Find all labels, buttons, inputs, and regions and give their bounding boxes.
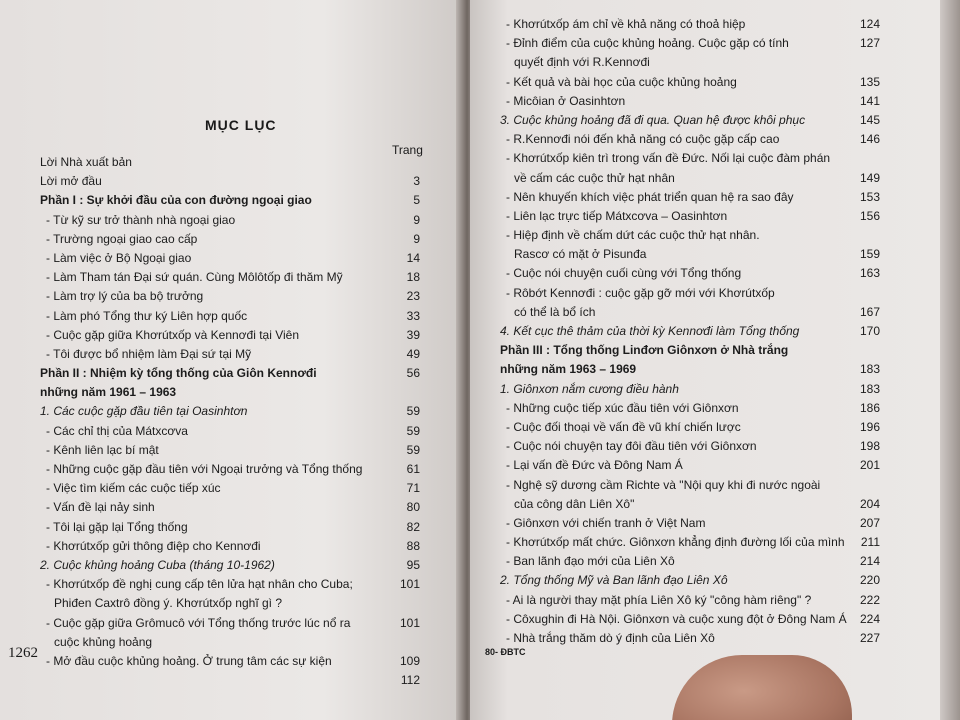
toc-entry xyxy=(40,555,420,574)
toc-entry-page: 3 xyxy=(413,174,420,189)
toc-entry-page: 9 xyxy=(413,231,420,246)
toc-entry-title: - Cuộc nói chuyện tay đôi đầu tiên với Giônxơn xyxy=(506,439,757,454)
toc-entry-page: 56 xyxy=(406,366,420,381)
toc-entry-title: 4. Kết cục thê thảm của thời kỳ Kennơđi làm Tổng thống xyxy=(500,324,800,338)
toc-entry xyxy=(40,210,420,229)
toc-entry-title: Lời Nhà xuất bản xyxy=(40,155,132,169)
toc-entry xyxy=(40,497,420,516)
toc-entry-title: Lời mở đầu xyxy=(40,174,102,189)
toc-entry xyxy=(500,283,880,302)
toc-entry xyxy=(40,401,420,420)
toc-entry-title: - Cuộc gặp giữa Khơrútxốp và Kennơđi tại Viên xyxy=(46,327,300,342)
toc-entry-page: 227 xyxy=(859,631,880,645)
toc-entry-page: 211 xyxy=(860,535,880,550)
toc-entry-title: Phiđen Caxtrô đồng ý. Khơrútxốp nghĩ gì ? xyxy=(54,596,283,611)
toc-entry xyxy=(500,494,880,513)
toc-entry xyxy=(500,340,880,359)
toc-entry xyxy=(500,359,880,378)
toc-entry xyxy=(500,244,880,263)
toc-entry-title: - Việc tìm kiếm các cuộc tiếp xúc xyxy=(46,481,221,496)
toc-entry-title: - R.Kennơđi nói đến khả năng có cuộc gặp cấp cao xyxy=(506,132,780,147)
toc-entry-page: 9 xyxy=(413,212,420,227)
toc-entry-title: - Nên khuyến khích việc phát triển quan hệ ra sao đây xyxy=(506,189,794,204)
toc-entry-page: 196 xyxy=(859,419,880,434)
toc-entry-title: - Tôi được bổ nhiệm làm Đại sứ tại Mỹ xyxy=(46,346,252,361)
toc-entry-title: có thể là bổ ích xyxy=(514,304,596,319)
toc-entry-page: 14 xyxy=(406,250,420,265)
toc-entry-title: - Trường ngoại giao cao cấp xyxy=(46,231,198,246)
toc-entry-title: quyết định với R.Kennơđi xyxy=(514,55,650,70)
toc-entry xyxy=(500,513,880,532)
toc-entry xyxy=(500,129,880,148)
toc-entry xyxy=(500,628,880,647)
toc-entry-page: 163 xyxy=(859,266,880,281)
toc-entry xyxy=(40,152,420,171)
toc-entry xyxy=(500,225,880,244)
toc-entry-title: - Đỉnh điểm của cuộc khủng hoảng. Cuộc gặp có tính xyxy=(506,36,789,51)
toc-entry-title: - Những cuộc gặp đầu tiên với Ngoại trưởng và Tổng thống xyxy=(46,462,363,476)
toc-title: MỤC LỤC xyxy=(205,117,277,133)
toc-entry-page: 198 xyxy=(859,439,880,454)
toc-entry-title: - Vấn đề lại nảy sinh xyxy=(46,500,155,515)
toc-entry-title: 1. Các cuộc gặp đầu tiên tại Oasinhtơn xyxy=(40,404,248,419)
toc-entry xyxy=(40,190,420,209)
toc-entry-page: 207 xyxy=(859,515,880,530)
toc-entry xyxy=(500,91,880,110)
toc-entry-title: - Kênh liên lạc bí mật xyxy=(46,442,159,457)
toc-entry-title: 2. Cuộc khủng hoảng Cuba (tháng 10-1962) xyxy=(40,557,275,572)
toc-entry-page: 59 xyxy=(406,442,420,457)
toc-entry xyxy=(40,517,420,536)
toc-entry-page: 204 xyxy=(859,496,880,511)
toc-entry-page: 220 xyxy=(859,573,880,588)
toc-entry-title: - Khơrútxốp đề nghị cung cấp tên lửa hạt nhân cho Cuba; xyxy=(46,577,353,592)
toc-entry-title: - Lại vấn đề Đức và Đông Nam Á xyxy=(506,458,683,473)
toc-entry-page: 124 xyxy=(859,17,880,31)
toc-entry xyxy=(500,417,880,436)
toc-entry xyxy=(500,33,880,52)
toc-entry-title: cuộc khủng hoảng xyxy=(54,634,153,649)
toc-entry-title: - Ai là người thay mặt phía Liên Xô ký "công hàm riêng" ? xyxy=(506,592,812,607)
toc-entry xyxy=(500,263,880,282)
toc-entry-page: 186 xyxy=(859,400,880,415)
toc-entry xyxy=(500,532,880,551)
toc-entry-page: 222 xyxy=(859,592,880,607)
toc-entry xyxy=(40,632,420,651)
toc-entry-title: - Nhà trắng thăm dò ý định của Liên Xô xyxy=(506,631,715,645)
toc-entry-page: 88 xyxy=(406,538,420,553)
toc-entry-title: - Làm việc ở Bộ Ngoại giao xyxy=(46,250,192,265)
toc-entry xyxy=(500,609,880,628)
toc-entry-title: Phần I : Sự khởi đầu của con đường ngoại giao xyxy=(40,193,312,208)
toc-entry xyxy=(40,421,420,440)
toc-entry-page: 135 xyxy=(859,74,880,89)
toc-entry-page: 201 xyxy=(859,458,880,473)
toc-entry-title: - Ban lãnh đạo mới của Liên Xô xyxy=(506,554,675,569)
toc-entry-title: - Cuộc nói chuyện cuối cùng với Tổng thống xyxy=(506,266,742,281)
toc-entry xyxy=(500,52,880,71)
toc-entry xyxy=(40,306,420,325)
toc-entry-title: - Làm Tham tán Đại sứ quán. Cùng Môlôtốp đi thăm Mỹ xyxy=(46,270,343,285)
toc-entry-title: - Làm trợ lý của ba bộ trưởng xyxy=(46,289,204,304)
right-toc-list xyxy=(500,14,880,647)
toc-entry-title: 2. Tổng thống Mỹ và Ban lãnh đạo Liên Xô xyxy=(500,573,728,588)
toc-entry xyxy=(500,302,880,321)
toc-entry-page: 39 xyxy=(406,327,420,342)
toc-entry-title: 1. Giônxơn nắm cương điều hành xyxy=(500,381,679,396)
toc-entry-page: 109 xyxy=(399,653,420,668)
toc-entry-page: 71 xyxy=(406,481,420,496)
toc-entry xyxy=(40,325,420,344)
toc-entry-page: 167 xyxy=(859,304,880,319)
toc-entry-page: 153 xyxy=(859,189,880,204)
toc-entry-title: - Làm phó Tổng thư ký Liên hợp quốc xyxy=(46,308,248,323)
toc-entry-title: những năm 1963 – 1969 xyxy=(500,362,637,377)
toc-entry-page: 214 xyxy=(859,554,880,569)
toc-entry xyxy=(500,379,880,398)
toc-entry-title: - Cuộc gặp giữa Grômucô với Tổng thống trước lúc nổ ra xyxy=(46,615,351,630)
toc-entry-page: 18 xyxy=(406,270,420,285)
toc-entry xyxy=(40,574,420,593)
page-edge xyxy=(940,0,960,720)
toc-entry-page: 101 xyxy=(399,577,420,592)
toc-entry-title: - Kết quả và bài học của cuộc khủng hoảng xyxy=(506,74,737,89)
toc-entry xyxy=(40,459,420,478)
toc-entry xyxy=(500,148,880,167)
page-number: 1262 xyxy=(8,645,38,661)
toc-entry xyxy=(40,286,420,305)
toc-entry-title: - Mở đầu cuộc khủng hoảng. Ở trung tâm các sự kiện xyxy=(46,653,332,668)
toc-entry-title: - Khơrútxốp kiên trì trong vấn đề Đức. Nối lại cuộc đàm phán xyxy=(506,151,831,166)
toc-entry-title: Phần III : Tổng thống Linđơn Giônxơn ở Nhà trắng xyxy=(500,343,789,358)
toc-entry xyxy=(500,475,880,494)
toc-entry-page: 183 xyxy=(859,381,880,396)
toc-entry xyxy=(500,187,880,206)
toc-entry-title: Phần II : Nhiệm kỳ tổng thống của Giôn Kennơđi xyxy=(40,366,317,381)
toc-entry-title: - Những cuộc tiếp xúc đầu tiên với Giônxơn xyxy=(506,400,739,415)
toc-entry-page: 183 xyxy=(859,362,880,377)
toc-entry-page: 59 xyxy=(406,404,420,419)
toc-entry-page: 159 xyxy=(859,247,880,262)
toc-entry-page: 146 xyxy=(859,132,880,147)
toc-entry xyxy=(40,651,420,670)
page-column-header: Trang xyxy=(392,143,423,157)
toc-entry xyxy=(500,168,880,187)
toc-entry xyxy=(40,670,420,689)
toc-entry-page: 145 xyxy=(859,112,880,127)
toc-entry-title: - Nghệ sỹ dương cầm Richte và "Nội quy khi đi nước ngoài xyxy=(506,477,821,492)
toc-entry-page: 5 xyxy=(413,193,420,208)
toc-entry-title: những năm 1961 – 1963 xyxy=(40,385,177,400)
toc-entry-page: 127 xyxy=(859,36,880,51)
toc-entry-title: - Tôi lại gặp lại Tổng thống xyxy=(46,519,188,534)
signature-mark: 80- ĐBTC xyxy=(485,647,526,657)
toc-entry xyxy=(500,206,880,225)
toc-entry xyxy=(40,536,420,555)
toc-entry xyxy=(500,455,880,474)
toc-entry xyxy=(500,590,880,609)
toc-entry-page: 82 xyxy=(406,519,420,534)
toc-entry-title: - Cuộc đối thoại về vấn đề vũ khí chiến lược xyxy=(506,419,741,434)
toc-entry-title: - Rôbớt Kennơđi : cuộc gặp gỡ mới với Khơrútxốp xyxy=(506,285,775,300)
toc-entry-page: 141 xyxy=(859,93,880,108)
toc-entry xyxy=(40,363,420,382)
toc-entry-page: 61 xyxy=(406,462,420,476)
toc-entry xyxy=(500,14,880,33)
toc-entry xyxy=(40,344,420,363)
toc-entry-page: 33 xyxy=(406,308,420,323)
toc-entry-title: - Từ kỹ sư trở thành nhà ngoại giao xyxy=(46,212,236,227)
toc-entry xyxy=(500,321,880,340)
toc-entry-title: về cấm các cuộc thử hạt nhân xyxy=(514,170,675,185)
toc-entry xyxy=(40,478,420,497)
toc-entry-page: 224 xyxy=(859,611,880,626)
toc-entry-page: 149 xyxy=(859,170,880,185)
toc-entry xyxy=(500,570,880,589)
toc-entry xyxy=(40,267,420,286)
toc-entry xyxy=(40,248,420,267)
toc-entry xyxy=(500,436,880,455)
toc-entry-title: - Khơrútxốp ám chỉ về khả năng có thoả hiệp xyxy=(506,17,746,31)
toc-entry-title: - Côxughin đi Hà Nội. Giônxơn và cuộc xung đột ở Đông Nam Á xyxy=(506,611,847,626)
bleed-through-text xyxy=(60,42,63,59)
toc-entry-page: 95 xyxy=(406,557,420,572)
toc-entry-page: 112 xyxy=(400,673,420,688)
toc-entry xyxy=(500,398,880,417)
toc-entry-page: 156 xyxy=(859,208,880,223)
toc-entry-page: 80 xyxy=(406,500,420,515)
toc-entry-page: 101 xyxy=(399,615,420,630)
toc-entry xyxy=(40,613,420,632)
toc-entry-page: 59 xyxy=(406,423,420,438)
toc-entry xyxy=(40,593,420,612)
toc-entry-title: - Khơrútxốp gửi thông điệp cho Kennơđi xyxy=(46,538,261,553)
toc-entry-title: 3. Cuộc khủng hoảng đã đi qua. Quan hệ được khôi phục xyxy=(500,112,806,127)
toc-entry-title: - Giônxơn với chiến tranh ở Việt Nam xyxy=(506,515,706,530)
toc-entry-title: của công dân Liên Xô" xyxy=(514,496,635,511)
toc-entry-page: 170 xyxy=(859,324,880,338)
toc-entry-title: - Liên lạc trực tiếp Mátxcơva – Oasinhtơn xyxy=(506,208,728,223)
toc-entry xyxy=(500,72,880,91)
toc-entry-page: 23 xyxy=(406,289,420,304)
toc-entry-title: - Hiệp định về chấm dứt các cuộc thử hạt nhân. xyxy=(506,228,760,243)
toc-entry xyxy=(40,382,420,401)
toc-entry-page: 49 xyxy=(406,346,420,361)
toc-entry xyxy=(40,171,420,190)
toc-entry xyxy=(500,110,880,129)
toc-entry xyxy=(40,229,420,248)
left-toc-list xyxy=(40,152,420,689)
toc-entry-title: - Khơrútxốp mất chức. Giônxơn khẳng định đường lối của mình xyxy=(506,535,845,550)
toc-entry-title: Rascơ có mặt ở Pisunđa xyxy=(514,247,647,262)
toc-entry-title: - Micôian ở Oasinhtơn xyxy=(506,93,626,108)
toc-entry-title: - Các chỉ thị của Mátxcơva xyxy=(46,423,188,438)
toc-entry xyxy=(500,551,880,570)
toc-entry xyxy=(40,440,420,459)
